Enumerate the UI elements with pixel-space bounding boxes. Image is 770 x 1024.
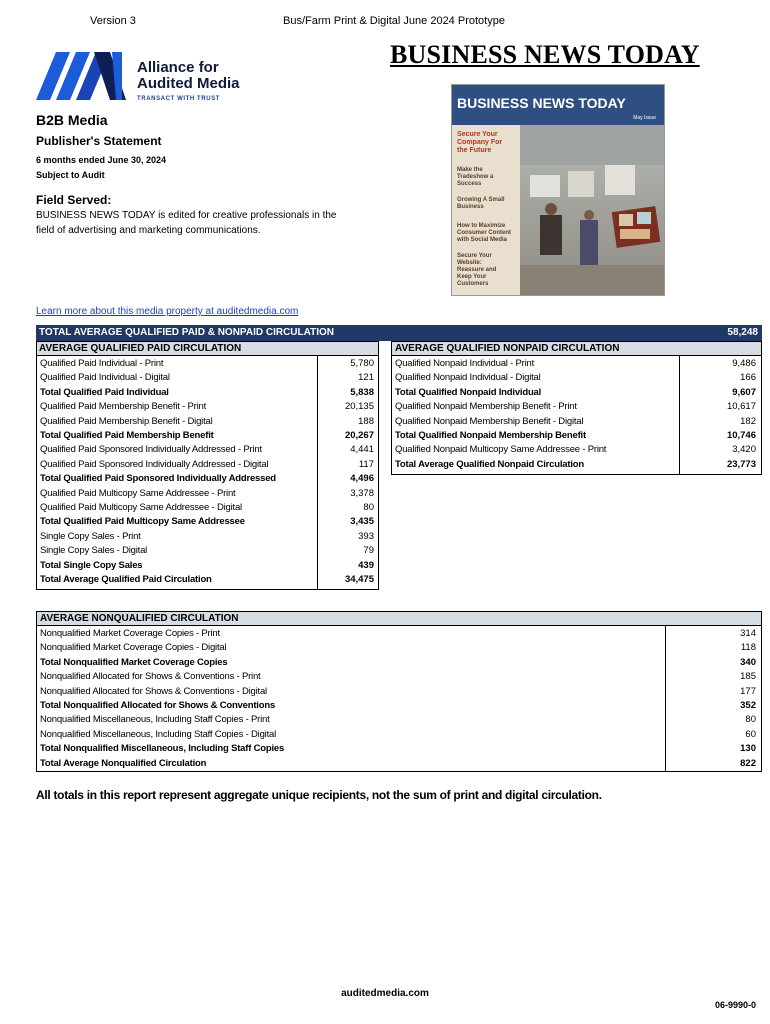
table-row-value: 352 — [740, 700, 756, 711]
table-row-label: Total Average Qualified Paid Circulation — [40, 574, 212, 585]
footer-site: auditedmedia.com — [341, 988, 429, 999]
nonqualified-heading — [36, 611, 762, 626]
version-label: Version 3 — [90, 15, 136, 27]
cover-headline-3: Growing A Small Business — [457, 197, 505, 210]
cover-headline-5: Secure Your Website: Reassure and Keep Your Customers — [457, 253, 497, 287]
table-row-value: 4,441 — [350, 444, 374, 456]
table-row-label: Nonqualified Market Coverage Copies - Digital — [40, 642, 227, 654]
table-row-value: 80 — [363, 502, 374, 513]
cover-sidebar — [452, 125, 520, 296]
table-row-label: Total Nonqualified Market Coverage Copies — [40, 656, 228, 668]
paid-table — [36, 355, 379, 590]
table-row-value: 177 — [740, 685, 756, 697]
table-row-label: Qualified Nonpaid Individual - Print — [395, 358, 535, 369]
table-row-label: Total Qualified Paid Membership Benefit — [40, 430, 214, 441]
total-circulation-bar — [36, 325, 762, 341]
table-row-label: Total Qualified Paid Multicopy Same Addressee — [40, 516, 245, 528]
table-row-label: Qualified Paid Multicopy Same Addressee - Print — [40, 487, 236, 499]
table-row-label: Qualified Paid Multicopy Same Addressee - Digital — [40, 502, 242, 513]
table-row-value: 3,420 — [732, 444, 756, 456]
table-row-value: 166 — [740, 372, 756, 384]
table-row-label: Nonqualified Market Coverage Copies - Print — [40, 628, 220, 639]
category-label: B2B Media — [36, 112, 108, 128]
table-row-value: 34,475 — [344, 574, 374, 585]
auditedmedia-link[interactable]: Learn more about this media property at auditedmedia.com — [36, 306, 299, 317]
logo-line-2: Audited Media — [137, 75, 240, 92]
page-title: BUSINESS NEWS TODAY — [390, 40, 700, 69]
table-row-label: Total Qualified Paid Individual — [40, 386, 169, 398]
table-row-label: Qualified Nonpaid Membership Benefit - Print — [395, 401, 577, 413]
table-row-value: 10,617 — [726, 401, 756, 413]
cover-title: BUSINESS NEWS TODAY — [457, 95, 626, 111]
table-row-value: 3,435 — [350, 516, 374, 528]
table-row-label: Nonqualified Allocated for Shows & Conventions - Digital — [40, 685, 267, 697]
table-row-value: 439 — [358, 559, 374, 571]
table-row-label: Qualified Paid Individual - Digital — [40, 372, 170, 384]
paid-heading-label: AVERAGE QUALIFIED PAID CIRCULATION — [39, 343, 242, 354]
table-row-value: 117 — [358, 458, 374, 470]
cover-photo — [520, 125, 665, 296]
table-row-value: 121 — [358, 372, 374, 384]
table-row-value: 20,135 — [344, 401, 374, 413]
nonpaid-table — [391, 355, 762, 475]
period-label: 6 months ended June 30, 2024 — [36, 155, 167, 165]
table-row-value: 314 — [740, 628, 756, 639]
table-row-label: Total Qualified Paid Sponsored Individually Addressed — [40, 473, 276, 485]
nonqualified-table — [36, 625, 762, 772]
cover-header — [452, 85, 664, 125]
footer-code: 06-9990-0 — [714, 1000, 756, 1010]
table-row-value: 60 — [745, 728, 756, 740]
table-row-value: 118 — [740, 642, 756, 654]
table-row-label: Qualified Paid Sponsored Individually Addressed - Digital — [40, 458, 269, 470]
table-row-label: Total Qualified Nonpaid Membership Benefit — [395, 430, 586, 441]
table-row-label: Qualified Nonpaid Membership Benefit - Digital — [395, 415, 584, 427]
total-circulation-value: 58,248 — [727, 327, 758, 338]
table-row-value: 822 — [740, 757, 756, 769]
table-row-label: Qualified Nonpaid Multicopy Same Addressee - Print — [395, 444, 607, 456]
nonqualified-heading-label: AVERAGE NONQUALIFIED CIRCULATION — [40, 613, 239, 624]
nonpaid-divider — [679, 356, 680, 474]
logo-line-1: Alliance for — [137, 59, 219, 76]
field-served-text: BUSINESS NEWS TODAY is edited for creative professionals in the field of advertising and marketing communications. — [36, 210, 337, 236]
table-row-value: 188 — [358, 415, 374, 427]
table-row-label: Nonqualified Miscellaneous, Including Staff Copies - Print — [40, 714, 270, 726]
table-row-value: 340 — [740, 656, 756, 668]
table-row-label: Qualified Paid Sponsored Individually Addressed - Print — [40, 444, 262, 456]
paid-heading — [36, 341, 379, 356]
table-row-label: Nonqualified Miscellaneous, Including Staff Copies - Digital — [40, 728, 277, 740]
table-row-label: Total Nonqualified Allocated for Shows & Conventions — [40, 700, 276, 711]
cover-headline-4: How to Maximize Consumer Content with Social Media — [457, 223, 511, 243]
table-row-label: Qualified Paid Membership Benefit - Digital — [40, 415, 213, 427]
table-row-label: Total Average Nonqualified Circulation — [40, 757, 207, 769]
table-row-value: 20,267 — [344, 430, 374, 441]
nonpaid-heading-label: AVERAGE QUALIFIED NONPAID CIRCULATION — [395, 343, 620, 354]
table-row-value: 393 — [358, 530, 374, 542]
table-row-value: 130 — [740, 743, 756, 755]
audit-label: Subject to Audit — [36, 170, 105, 180]
cover-headline-2: Make the Tradeshow a Success — [457, 167, 494, 187]
table-row-label: Qualified Paid Membership Benefit - Print — [40, 401, 207, 413]
nonqualified-divider — [665, 626, 666, 771]
statement-label: Publisher's Statement — [36, 134, 162, 148]
tradeshow-image — [520, 125, 665, 296]
logo-tagline: TRANSACT WITH TRUST — [137, 96, 221, 102]
paid-divider — [317, 356, 318, 589]
table-row-label: Total Average Qualified Nonpaid Circulation — [395, 458, 584, 470]
table-row-label: Total Qualified Nonpaid Individual — [395, 386, 542, 398]
table-row-value: 185 — [740, 671, 756, 683]
table-row-value: 23,773 — [726, 458, 756, 470]
field-served-heading: Field Served: — [36, 193, 112, 207]
cover-issue: May Issue — [633, 115, 656, 121]
logo-text — [137, 60, 240, 92]
table-row-value: 5,838 — [350, 386, 374, 398]
totals-note: All totals in this report represent aggregate unique recipients, not the sum of print and digital circulation. — [36, 788, 602, 802]
table-row-label: Nonqualified Allocated for Shows & Conventions - Print — [40, 671, 261, 683]
table-row-label: Qualified Paid Individual - Print — [40, 358, 164, 369]
table-row-label: Total Nonqualified Miscellaneous, Including Staff Copies — [40, 743, 285, 755]
table-row-value: 3,378 — [350, 487, 374, 499]
table-row-value: 182 — [740, 415, 756, 427]
table-row-value: 10,746 — [726, 430, 756, 441]
table-row-label: Single Copy Sales - Digital — [40, 545, 148, 557]
table-row-value: 9,486 — [732, 358, 756, 369]
nonpaid-heading — [391, 341, 762, 356]
table-row-label: Total Single Copy Sales — [40, 559, 143, 571]
table-row-value: 4,496 — [350, 473, 374, 485]
table-row-label: Single Copy Sales - Print — [40, 530, 141, 542]
total-circulation-label: TOTAL AVERAGE QUALIFIED PAID & NONPAID CIRCULATION — [39, 327, 334, 338]
prototype-label: Bus/Farm Print & Digital June 2024 Prototype — [283, 15, 505, 27]
table-row-label: Qualified Nonpaid Individual - Digital — [395, 372, 541, 384]
table-row-value: 80 — [745, 714, 756, 726]
table-row-value: 9,607 — [732, 386, 756, 398]
magazine-cover — [451, 84, 665, 296]
table-row-value: 5,780 — [350, 358, 374, 369]
cover-headline-1: Secure Your Company For the Future — [457, 131, 503, 154]
table-row-value: 79 — [363, 545, 374, 557]
